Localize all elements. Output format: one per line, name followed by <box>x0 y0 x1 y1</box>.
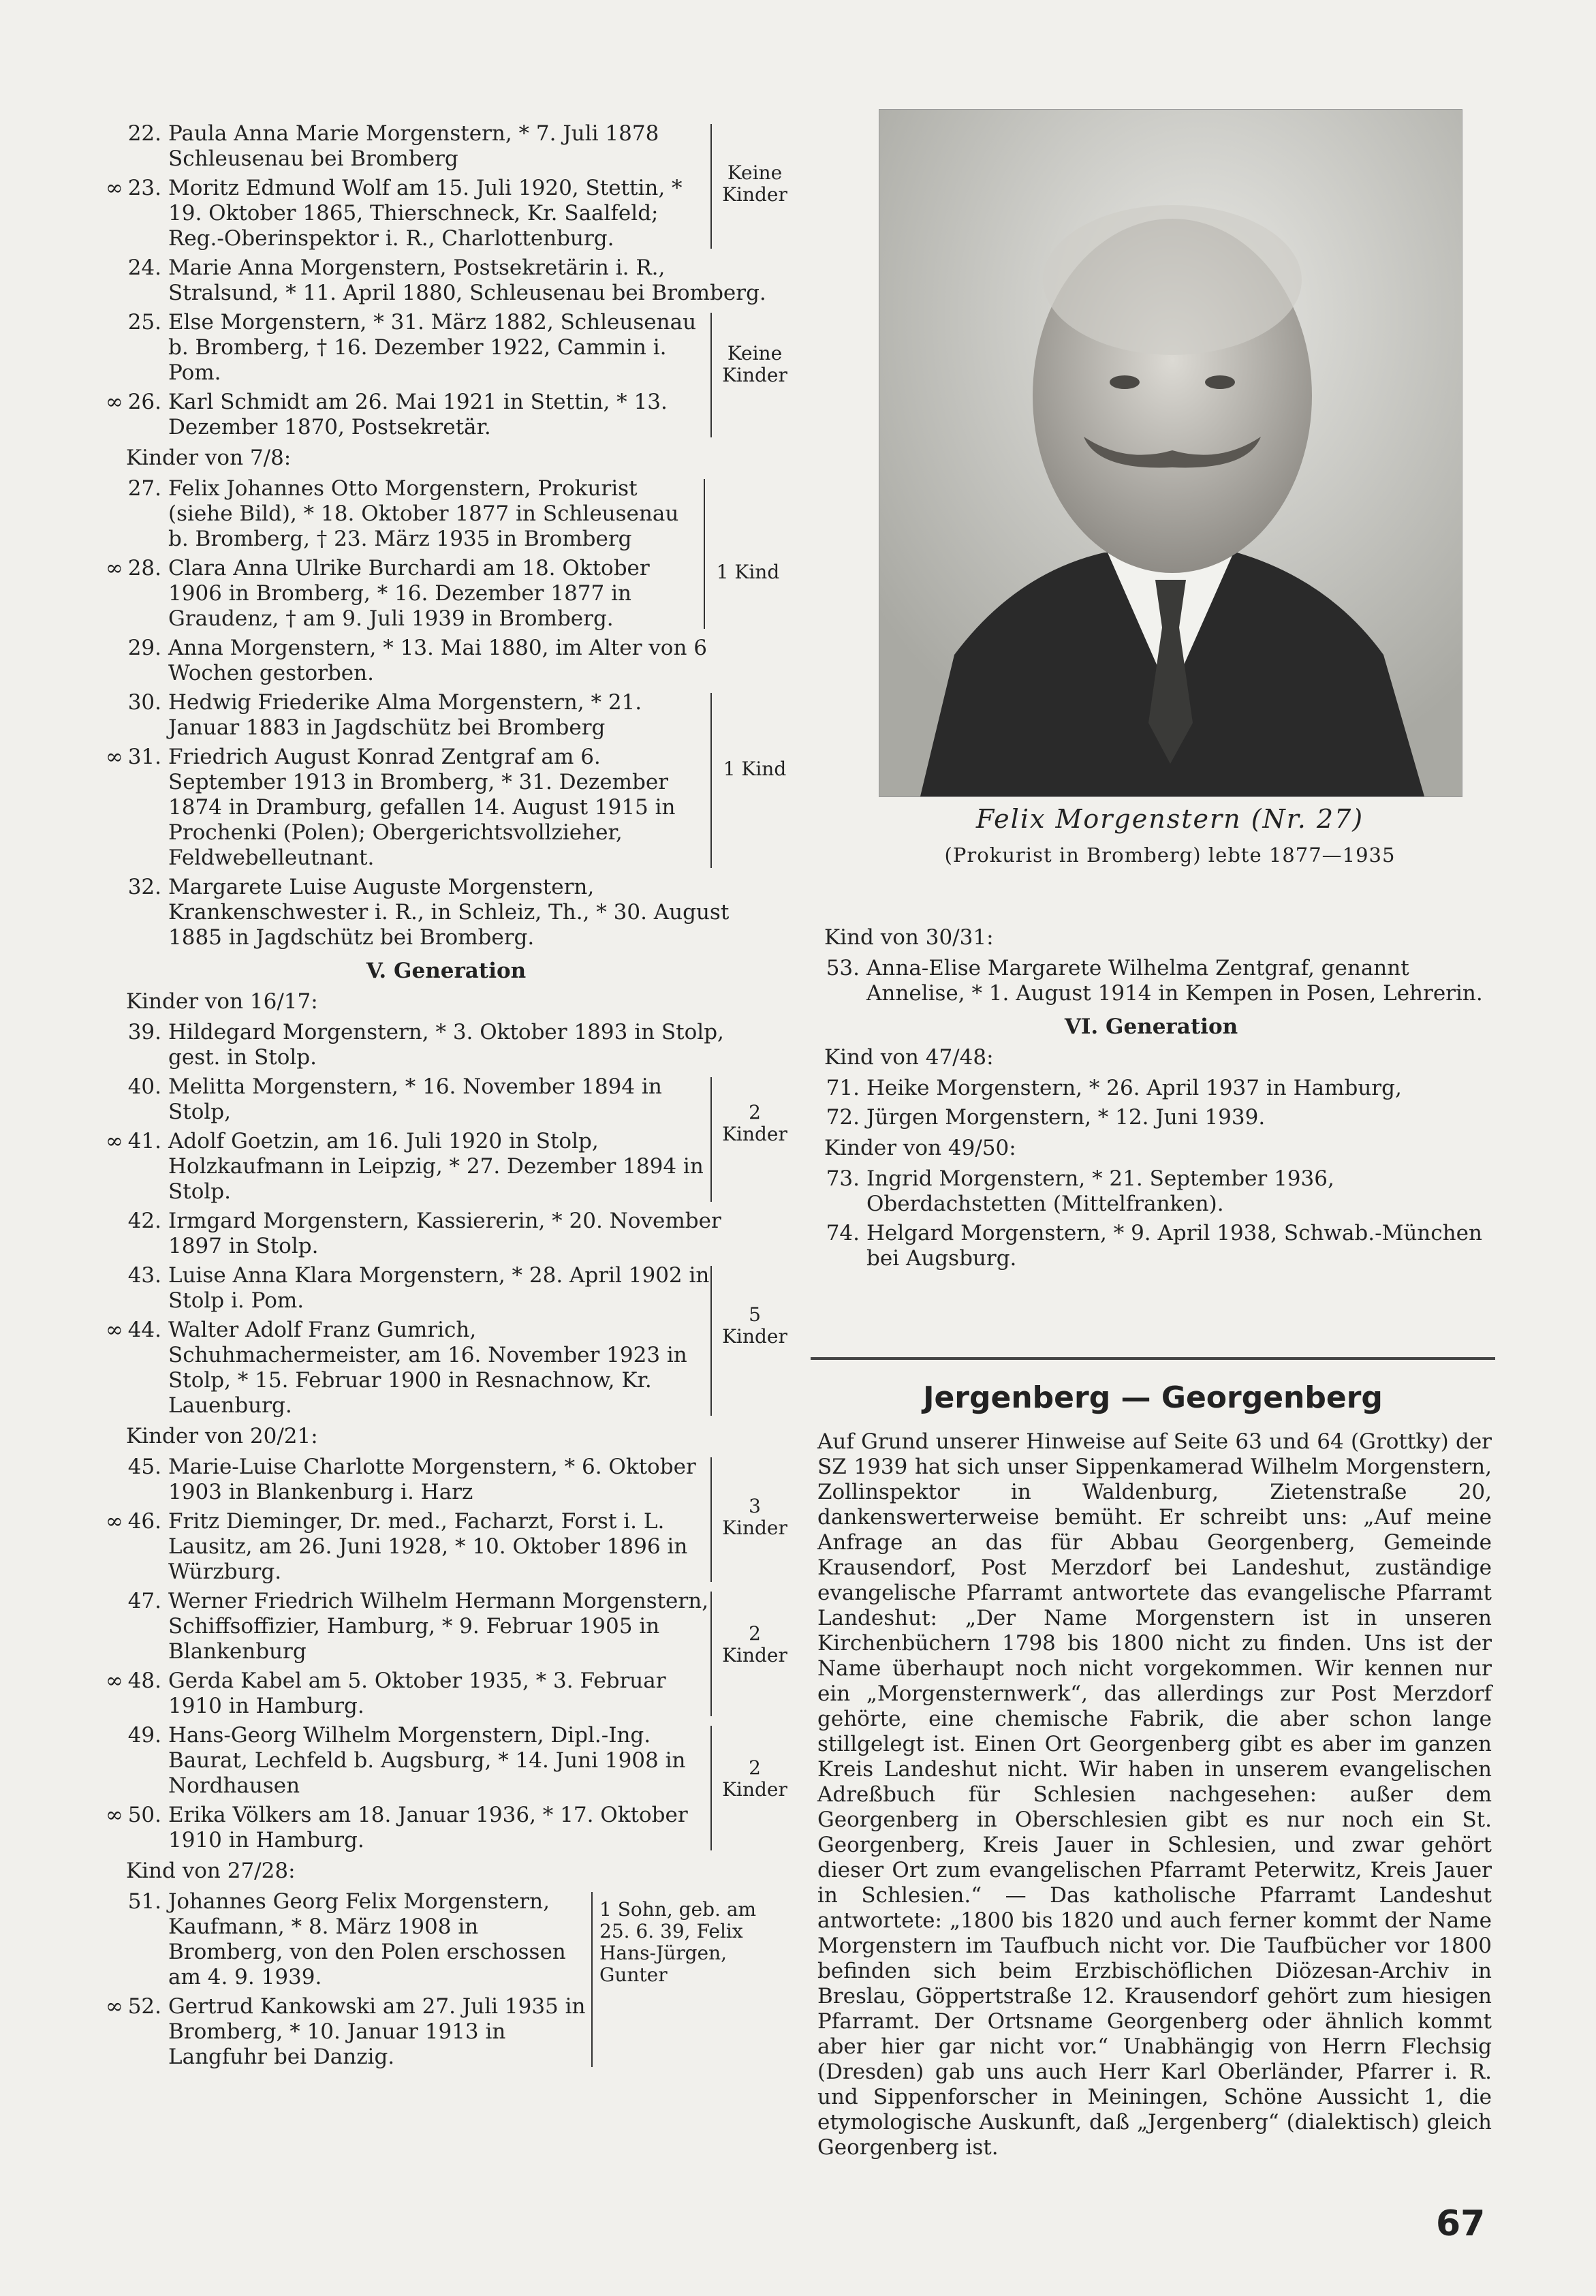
genealogy-entry: 43. Luise Anna Klara Morgenstern, * 28. April 1902 in Stolp i. Pom. <box>127 1263 710 1313</box>
article-paragraph: Auf Grund unserer Hinweise auf Seite 63 und 64 (Grottky) der SZ 1939 hat sich unser Sippenkamerad Wilhelm Morgenstern, Zollinspektor in Waldenburg, Zietenstraße 20, dankenswerterweise bemüht. Er schreibt uns: „Auf meine Anfrage an das für Abbau Georgenberg, Gemeinde Krausendorf, Post Merzdorf bei Landeshut, zuständige evangelische Pfarramt antwortete das evangelische Pfarramt Landeshut: „Der Name Morgenstern ist in unseren Kirchenbüchern 1798 bis 1800 nicht zu finden. Uns ist der Name überhaupt noch nicht vorgekommen. Wir kennen nur ein „Morgensternwerk“, das allerdings zur Post Merzdorf gehörte, eine chemische Fabrik, die aber schon lange stillgelegt ist. Einen Ort Georgenberg gibt es aber im ganzen Kreis Landeshut nicht. Wir haben in unserem evangelischen Adreßbuch für Schlesien nachgesehen: außer dem Georgenberg in Oberschlesien gibt es nur noch ein St. Georgenberg, Kreis Jauer in Schlesien, und zwar gehört dieser Ort zum evangelischen Pfarramt Peterwitz, Kreis Jauer in Schlesien.“ — Das katholische Pfarramt Landeshut antwortete: „1800 bis 1820 und auch ferner kommt der Name Morgenstern im Taufbuch nicht vor. Die Taufbücher vor 1800 befinden sich beim Erzbischöflichen Diözesan-Archiv in Breslau, Göppertstraße 12. Krausendorf gehört zum hiesigen Pfarramt. Der Ortsname Georgenberg oder ähnlich kommt aber hier gar nicht vor.“ Unabhängig von Herrn Flechsig (Dresden) gab uns auch Herr Karl Oberländer, Pfarrer i. R. und Sippenforscher in Meiningen, Schöne Aussicht 1, die etymologische Auskunft, daß „Jergenberg“ (dialektisch) gleich Georgenberg ist. <box>817 1429 1492 2160</box>
children-note: 2 Kinder <box>722 1756 787 1801</box>
genealogy-entry: 29. Anna Morgenstern, * 13. Mai 1880, im Alter von 6 Wochen gestorben. <box>127 636 707 685</box>
subheading: Kinder von 16/17: <box>126 989 318 1014</box>
marriage-symbol: ∞ <box>106 556 123 580</box>
children-note: 2 Kinder <box>722 1622 787 1666</box>
left-column <box>106 121 787 2074</box>
marriage-symbol: ∞ <box>106 390 123 414</box>
genealogy-entry: 40. Melitta Morgenstern, * 16. November 1894 in Stolp, <box>127 1074 662 1124</box>
genealogy-entry: ∞ 44. Walter Adolf Franz Gumrich, Schuhmachermeister, am 16. November 1923 in Stolp, * 15. Februar 1900 in Resnachnow, Kr. Lauenburg. <box>106 1318 687 1418</box>
family-group <box>106 121 787 251</box>
bracket <box>706 1726 712 1850</box>
genealogy-entry: 30. Hedwig Friederike Alma Morgenstern, * 21. Januar 1883 in Jagdschütz bei Bromberg <box>127 690 642 740</box>
genealogy-entry: 53. Anna-Elise Margarete Wilhelma Zentgraf, genannt Annelise, * 1. August 1914 in Kempen in Posen, Lehrerin. <box>826 956 1483 1006</box>
genealogy-entry: 72. Jürgen Morgenstern, * 12. Juni 1939. <box>826 1105 1266 1130</box>
genealogy-entry: ∞ 52. Gertrud Kankowski am 27. Juli 1935 in Bromberg, * 10. Januar 1913 in Langfuhr bei Danzig. <box>106 1994 586 2069</box>
family-group <box>106 1074 787 1205</box>
photo-caption-sub: (Prokurist in Bromberg) lebte 1877—1935 <box>944 843 1396 867</box>
marriage-symbol: ∞ <box>106 1129 123 1153</box>
bracket <box>706 693 712 868</box>
genealogy-entry: ∞ 31. Friedrich August Konrad Zentgraf am 6. September 1913 in Bromberg, * 31. Dezember 1874 in Dramburg, gefallen 14. August 1915 in Prochenki (Polen); Obergerichtsvollzieher, Feldwebelleutnant. <box>106 745 676 870</box>
genealogy-entry: 24. Marie Anna Morgenstern, Postsekretärin i. R., Stralsund, * 11. April 1880, Schleusenau bei Bromberg. <box>127 255 766 305</box>
genealogy-entry: 22. Paula Anna Marie Morgenstern, * 7. Juli 1878 Schleusenau bei Bromberg <box>127 121 659 171</box>
bracket <box>706 1592 712 1716</box>
children-note: 1 Kind <box>716 561 780 583</box>
children-note: 1 Sohn, geb. am 25. 6. 39, Felix Hans-Jürgen, Gunter <box>599 1898 757 1986</box>
right-column <box>811 920 1492 1275</box>
children-note: 3 Kinder <box>722 1495 787 1539</box>
genealogy-entry: 71. Heike Morgenstern, * 26. April 1937 in Hamburg, <box>826 1076 1402 1100</box>
family-group <box>106 1455 787 1585</box>
children-note: 5 Kinder <box>722 1303 787 1348</box>
genealogy-entry: 47. Werner Friedrich Wilhelm Hermann Morgenstern, Schiffsoffizier, Hamburg, * 9. Februar 1905 in Blankenburg <box>127 1589 709 1664</box>
marriage-symbol: ∞ <box>106 1669 123 1693</box>
section-divider <box>811 1357 1495 1360</box>
subheading: Kind von 27/28: <box>126 1859 296 1883</box>
genealogy-entry: 73. Ingrid Morgenstern, * 21. September 1936, Oberdachstetten (Mittelfranken). <box>826 1166 1334 1216</box>
generation-heading: VI. Generation <box>1064 1014 1238 1039</box>
genealogy-entry: 42. Irmgard Morgenstern, Kassiererin, * 20. November 1897 in Stolp. <box>127 1209 721 1258</box>
family-group <box>106 690 787 871</box>
bracket <box>706 1077 712 1202</box>
genealogy-entry: ∞ 28. Clara Anna Ulrike Burchardi am 18. Oktober 1906 in Bromberg, * 16. Dezember 1877 in Graudenz, † am 9. Juli 1939 in Bromberg. <box>106 556 650 631</box>
genealogy-entry: ∞ 41. Adolf Goetzin, am 16. Juli 1920 in Stolp, Holzkaufmann in Leipzig, * 27. Dezember 1894 in Stolp. <box>106 1129 704 1204</box>
family-group <box>106 1263 787 1418</box>
bracket <box>706 313 712 437</box>
genealogy-entry: 51. Johannes Georg Felix Morgenstern, Kaufmann, * 8. März 1908 in Bromberg, von den Polen erschossen am 4. 9. 1939. <box>127 1889 566 1989</box>
family-group <box>106 1889 757 2070</box>
marriage-symbol: ∞ <box>106 1803 123 1827</box>
family-group <box>106 1589 787 1719</box>
bracket <box>587 1892 593 2067</box>
marriage-symbol: ∞ <box>106 1318 123 1342</box>
genealogy-entry: ∞ 50. Erika Völkers am 18. Januar 1936, * 17. Oktober 1910 in Hamburg. <box>106 1803 688 1852</box>
bracket <box>706 124 712 249</box>
marriage-symbol: ∞ <box>106 1994 123 2019</box>
children-note: 1 Kind <box>723 758 787 780</box>
marriage-symbol: ∞ <box>106 745 123 769</box>
portrait-illustration <box>879 110 1462 796</box>
genealogy-entry: ∞ 23. Moritz Edmund Wolf am 15. Juli 1920, Stettin, * 19. Oktober 1865, Thierschneck, Kr. Saalfeld; Reg.-Oberinspektor i. R., Charlottenburg. <box>106 176 683 251</box>
family-group <box>106 310 787 440</box>
photo-caption-name: Felix Morgenstern (Nr. 27) <box>975 804 1364 834</box>
genealogy-entry: 25. Else Morgenstern, * 31. März 1882, Schleusenau b. Bromberg, † 16. Dezember 1922, Cammin i. Pom. <box>127 310 697 385</box>
section-title: Jergenberg — Georgenberg <box>923 1380 1383 1415</box>
family-group <box>106 1723 787 1853</box>
genealogy-entry: 74. Helgard Morgenstern, * 9. April 1938, Schwab.-München bei Augsburg. <box>826 1221 1482 1271</box>
genealogy-entry: 32. Margarete Luise Auguste Morgenstern, Krankenschwester i. R., in Schleiz, Th., * 30. August 1885 in Jagdschütz bei Bromberg. <box>127 875 730 950</box>
genealogy-entry: 39. Hildegard Morgenstern, * 3. Oktober 1893 in Stolp, gest. in Stolp. <box>127 1020 724 1070</box>
family-group <box>106 476 780 632</box>
subheading: Kind von 47/48: <box>824 1045 994 1070</box>
children-note: Keine Kinder <box>722 342 787 386</box>
subheading: Kinder von 7/8: <box>126 446 292 470</box>
bracket <box>706 1457 712 1582</box>
generation-heading: V. Generation <box>366 959 527 983</box>
bracket <box>706 1266 712 1416</box>
genealogy-entry: 45. Marie-Luise Charlotte Morgenstern, * 6. Oktober 1903 in Blankenburg i. Harz <box>127 1455 696 1504</box>
genealogy-entry: ∞ 26. Karl Schmidt am 26. Mai 1921 in Stettin, * 13. Dezember 1870, Postsekretär. <box>106 390 668 439</box>
page-number: 67 <box>1436 2203 1486 2244</box>
genealogy-entry: 27. Felix Johannes Otto Morgenstern, Prokurist (siehe Bild), * 18. Oktober 1877 in Schleusenau b. Bromberg, † 23. März 1935 in Bromberg <box>127 476 679 551</box>
children-note: Keine Kinder <box>722 161 787 206</box>
genealogy-entry: 49. Hans-Georg Wilhelm Morgenstern, Dipl.-Ing. Baurat, Lechfeld b. Augsburg, * 14. Juni 1908 in Nordhausen <box>127 1723 686 1798</box>
subheading: Kind von 30/31: <box>824 925 994 950</box>
marriage-symbol: ∞ <box>106 1509 123 1534</box>
marriage-symbol: ∞ <box>106 176 123 200</box>
children-note: 2 Kinder <box>722 1101 787 1145</box>
portrait-photo <box>879 109 1462 797</box>
subheading: Kinder von 20/21: <box>126 1424 318 1448</box>
genealogy-entry: ∞ 48. Gerda Kabel am 5. Oktober 1935, * 3. Februar 1910 in Hamburg. <box>106 1669 666 1718</box>
subheading: Kinder von 49/50: <box>824 1136 1016 1160</box>
genealogy-entry: ∞ 46. Fritz Dieminger, Dr. med., Facharzt, Forst i. L. Lausitz, am 26. Juni 1928, * 10. Oktober 1896 in Würzburg. <box>106 1509 688 1584</box>
bracket <box>700 479 705 629</box>
